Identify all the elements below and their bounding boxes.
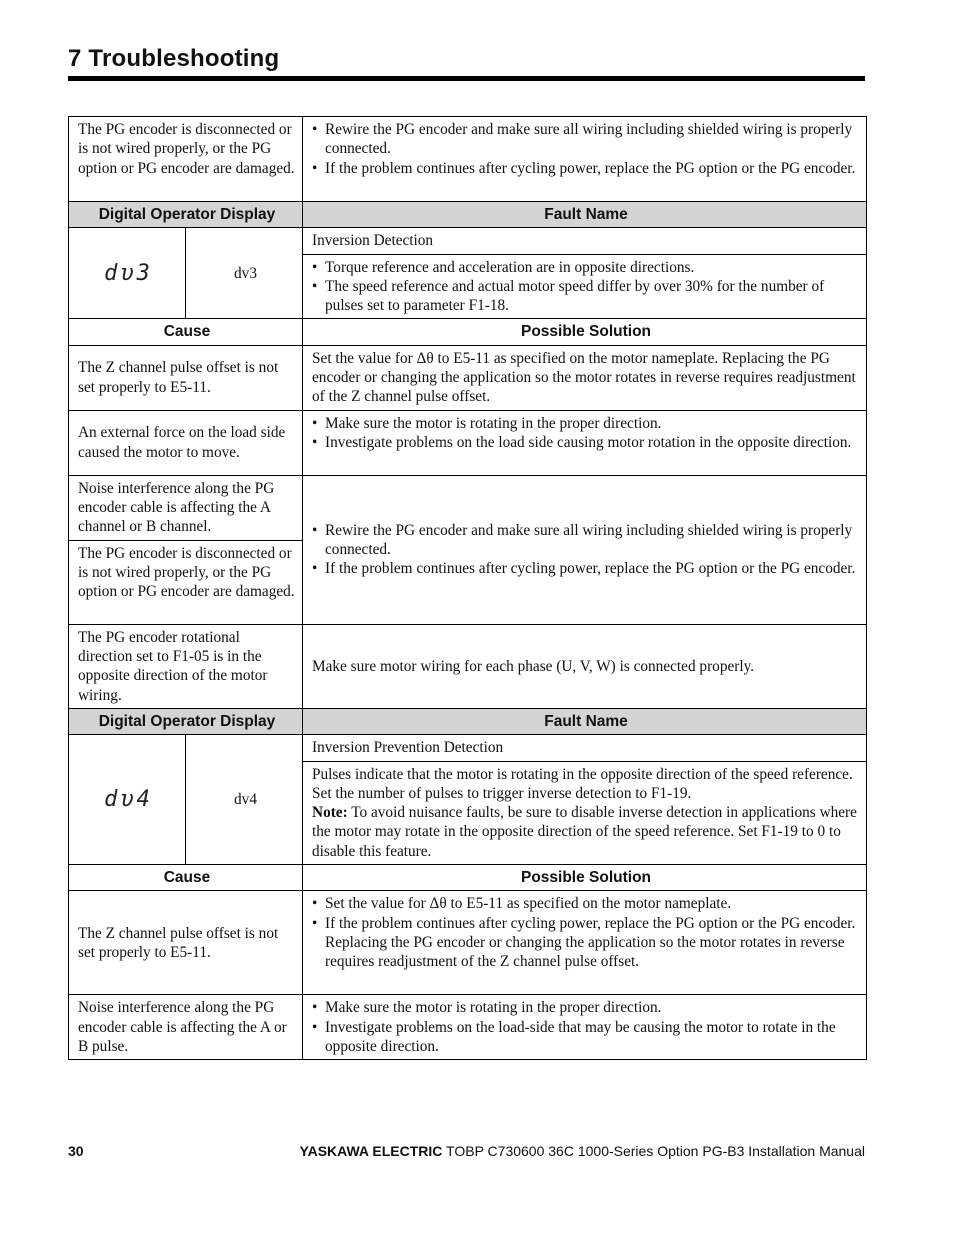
table-row (69, 410, 867, 475)
cause-cell: The PG encoder is disconnected or is not wired properly, or the PG option or PG encoder are damaged. (69, 540, 303, 624)
list-item: • Rewire the PG encoder and make sure all wiring including shielded wiring is properly connected. (312, 120, 860, 159)
solution-cell (303, 475, 867, 624)
list-item: • Make sure the motor is rotating in the proper direction. (312, 998, 860, 1017)
table-row (69, 475, 867, 540)
chapter-title: 7 Troubleshooting (68, 45, 280, 72)
solution-list (312, 998, 860, 1056)
list-item: • Investigate problems on the load-side that may be causing the motor to rotate in the opposite direction. (312, 1018, 860, 1057)
fault-table (68, 116, 867, 1060)
page-number: 30 (68, 1143, 84, 1159)
table-row (69, 995, 867, 1060)
description-text: Pulses indicate that the motor is rotating in the opposite direction of the speed reference. Set the number of pulses to trigger inverse detection to F1-19. (312, 765, 853, 802)
solution-list (312, 120, 860, 178)
solution-cell (303, 410, 867, 475)
list-item: • The speed reference and actual motor speed differ by over 30% for the number of pulses set to parameter F1-18. (312, 277, 860, 316)
solution-cell: Set the value for Δθ to E5-11 as specified on the motor nameplate. Replacing the PG encoder or changing the application so the motor rotates in reverse requires readjustment of the Z channel pulse offset. (303, 345, 867, 410)
footer-title (300, 1142, 865, 1160)
list-item: • Make sure the motor is rotating in the proper direction. (312, 414, 860, 433)
table-row (69, 345, 867, 410)
header-rule (68, 76, 865, 81)
cause-cell: Noise interference along the PG encoder cable is affecting the A or B pulse. (69, 995, 303, 1060)
table-row (69, 624, 867, 708)
list-item: • Set the value for Δθ to E5-11 as specified on the motor nameplate. (312, 894, 860, 913)
description-list (312, 258, 860, 316)
solution-cell (303, 995, 867, 1060)
header-cause: Cause (69, 319, 303, 345)
header-solution: Possible Solution (303, 319, 867, 345)
fault-name-dv4: Inversion Prevention Detection (303, 735, 867, 761)
header-fault-name: Fault Name (303, 708, 867, 734)
cause-cell: Noise interference along the PG encoder cable is affecting the A channel or B channel. (69, 475, 303, 540)
fault-code-dv4: dv4 (186, 735, 303, 865)
note-text: To avoid nuisance faults, be sure to disable inverse detection in applications where the motor may rotate in the opposite direction of the speed reference. Set F1-19 to 0 to disable this feature. (312, 804, 857, 860)
fault-name-dv3: Inversion Detection (303, 228, 867, 254)
cause-cell: The PG encoder is disconnected or is not wired properly, or the PG option or PG encoder are damaged. (69, 117, 303, 202)
table-header-row (69, 202, 867, 228)
page-header (68, 44, 864, 74)
footer-brand: YASKAWA ELECTRIC (299, 1143, 443, 1159)
list-item-continuation: Replacing the PG encoder or changing the application so the motor rotates in reverse requires readjustment of the Z channel pulse offset. (325, 933, 845, 971)
solution-list (312, 521, 860, 579)
display-glyph-dv3: dυ3 (69, 228, 186, 319)
table-row (69, 735, 867, 761)
table-header-row (69, 708, 867, 734)
table-header-row (69, 865, 867, 891)
table-row (69, 117, 867, 202)
solution-cell: Make sure motor wiring for each phase (U, V, W) is connected properly. (303, 624, 867, 708)
cause-cell: The PG encoder rotational direction set to F1-05 is in the opposite direction of the motor wiring. (69, 624, 303, 708)
display-glyph-dv4: dυ4 (69, 735, 186, 865)
header-display: Digital Operator Display (69, 202, 303, 228)
header-fault-name: Fault Name (303, 202, 867, 228)
list-item: • If the problem continues after cycling power, replace the PG option or the PG encoder. (312, 559, 860, 578)
header-solution: Possible Solution (303, 865, 867, 891)
solution-cell (303, 891, 867, 995)
fault-description-dv3 (303, 254, 867, 319)
list-item: • Rewire the PG encoder and make sure all wiring including shielded wiring is properly connected. (312, 521, 860, 560)
list-item: • Investigate problems on the load side causing motor rotation in the opposite direction. (312, 433, 860, 452)
list-item: • Torque reference and acceleration are in opposite directions. (312, 258, 860, 277)
table-row (69, 891, 867, 995)
list-item-text: If the problem continues after cycling power, replace the PG option or the PG encoder. (325, 914, 856, 932)
header-cause: Cause (69, 865, 303, 891)
solution-list (312, 414, 860, 453)
footer-manual-title: TOBP C730600 36C 1000-Series Option PG-B3 Installation Manual (442, 1143, 865, 1159)
cause-cell: An external force on the load side caused the motor to move. (69, 410, 303, 475)
cause-cell: The Z channel pulse offset is not set properly to E5-11. (69, 345, 303, 410)
solution-list (312, 894, 860, 971)
table-header-row (69, 319, 867, 345)
header-display: Digital Operator Display (69, 708, 303, 734)
solution-cell (303, 117, 867, 202)
note-label: Note: (312, 804, 348, 822)
fault-code-dv3: dv3 (186, 228, 303, 319)
list-item (312, 914, 860, 972)
list-item: • If the problem continues after cycling power, replace the PG option or the PG encoder. (312, 159, 860, 178)
fault-description-dv4 (303, 761, 867, 864)
cause-cell: The Z channel pulse offset is not set properly to E5-11. (69, 891, 303, 995)
table-row (69, 228, 867, 254)
